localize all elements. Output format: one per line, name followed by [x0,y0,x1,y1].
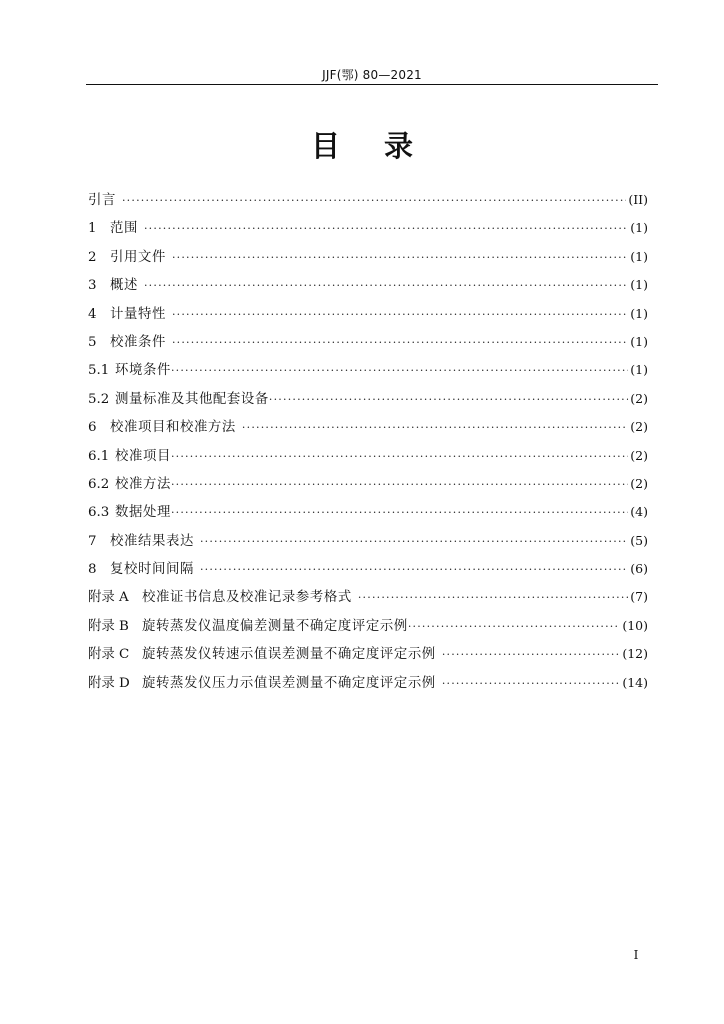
toc-entry-number: 2 [88,249,97,265]
toc-dot-leader [172,301,628,329]
toc-dot-leader [144,272,628,300]
toc-entry-label: 引用文件 [110,249,166,265]
toc-entry-page: (10) [622,617,648,633]
toc-entry-number: 6 [88,420,97,436]
table-of-contents [88,186,648,697]
toc-entry-number: 附录 C [88,647,130,663]
toc-entry-number: 6.3 [88,505,110,521]
toc-dot-leader [171,471,628,499]
toc-entry-number: 5.2 [88,391,110,407]
toc-dot-leader [171,443,628,471]
toc-entry-label: 校准项目 [115,448,171,464]
toc-entry-page: (1) [630,277,648,293]
toc-entry-label: 复校时间间隔 [110,562,194,578]
toc-entry-page: (2) [630,447,648,463]
toc-entry-label: 数据处理 [115,505,171,521]
toc-entry-number: 1 [88,221,97,237]
toc-entry[interactable] [88,243,648,271]
toc-dot-leader [122,187,626,215]
toc-entry-label: 旋转蒸发仪转速示值误差测量不确定度评定示例 [142,647,436,663]
toc-entry-page: (12) [622,646,648,662]
toc-entry-label: 旋转蒸发仪温度偏差测量不确定度评定示例 [142,618,408,634]
toc-entry-page: (7) [630,589,648,605]
toc-entry[interactable] [88,669,648,697]
toc-entry-number: 6.1 [88,448,110,464]
toc-entry-page: (6) [630,561,648,577]
toc-entry-label: 引言 [88,193,116,208]
toc-entry[interactable] [88,385,648,413]
toc-entry[interactable] [88,300,648,328]
toc-dot-leader [200,556,628,584]
toc-entry-page: (4) [630,504,648,520]
toc-entry[interactable] [88,413,648,441]
toc-entry[interactable] [88,271,648,299]
toc-dot-leader [442,670,621,698]
toc-entry-page: (1) [630,305,648,321]
toc-entry[interactable] [88,470,648,498]
toc-dot-leader [242,414,628,442]
toc-entry-page: (14) [622,674,648,690]
toc-entry-label: 校准项目和校准方法 [110,420,236,436]
toc-entry-page: (1) [630,362,648,378]
toc-entry-label: 校准条件 [110,334,166,350]
toc-entry-number: 5 [88,334,97,350]
toc-entry-number: 6.2 [88,476,110,492]
toc-entry-number: 7 [88,533,97,549]
toc-entry-page: (1) [630,220,648,236]
toc-entry[interactable] [88,527,648,555]
toc-entry-number: 附录 B [88,618,129,634]
toc-entry-label: 旋转蒸发仪压力示值误差测量不确定度评定示例 [142,675,436,691]
toc-entry-page: (2) [630,475,648,491]
toc-entry-number: 5.1 [88,363,110,379]
header-rule [86,84,658,85]
toc-entry-label: 校准结果表达 [110,533,194,549]
toc-entry-number: 3 [88,278,97,294]
toc-dot-leader [171,357,628,385]
toc-entry-label: 概述 [110,278,138,294]
toc-dot-leader [144,215,628,243]
toc-dot-leader [269,386,628,414]
toc-entry-number: 附录 A [88,590,129,606]
toc-entry[interactable] [88,214,648,242]
toc-dot-leader [171,499,628,527]
toc-entry-number: 8 [88,562,97,578]
running-header: JJF(鄂) 80—2021 [322,68,422,82]
toc-entry-page: (2) [630,390,648,406]
toc-entry-label: 校准方法 [115,476,171,492]
toc-entry[interactable] [88,442,648,470]
toc-entry[interactable] [88,328,648,356]
toc-dot-leader [200,528,628,556]
toc-entry[interactable] [88,555,648,583]
toc-entry[interactable] [88,583,648,611]
toc-entry-page: (1) [630,333,648,349]
toc-entry-number: 附录 D [88,675,130,691]
toc-entry[interactable] [88,612,648,640]
toc-dot-leader [172,244,628,272]
toc-entry-page: (II) [628,192,648,207]
page-title: 目录 [310,129,457,163]
toc-entry[interactable] [88,356,648,384]
page-number: I [633,948,639,962]
toc-entry-label: 范围 [110,221,138,237]
toc-entry[interactable] [88,498,648,526]
toc-entry-page: (1) [630,248,648,264]
toc-entry[interactable] [88,640,648,668]
toc-dot-leader [442,641,621,669]
toc-entry[interactable] [88,186,648,214]
toc-entry-page: (2) [630,419,648,435]
toc-entry-label: 测量标准及其他配套设备 [115,391,269,407]
toc-dot-leader [172,329,628,357]
toc-entry-label: 环境条件 [115,363,171,379]
toc-entry-label: 计量特性 [110,306,166,322]
toc-dot-leader [358,584,628,612]
toc-entry-label: 校准证书信息及校准记录参考格式 [142,590,352,606]
toc-entry-page: (5) [630,532,648,548]
toc-dot-leader [408,613,621,641]
toc-entry-number: 4 [88,306,97,322]
